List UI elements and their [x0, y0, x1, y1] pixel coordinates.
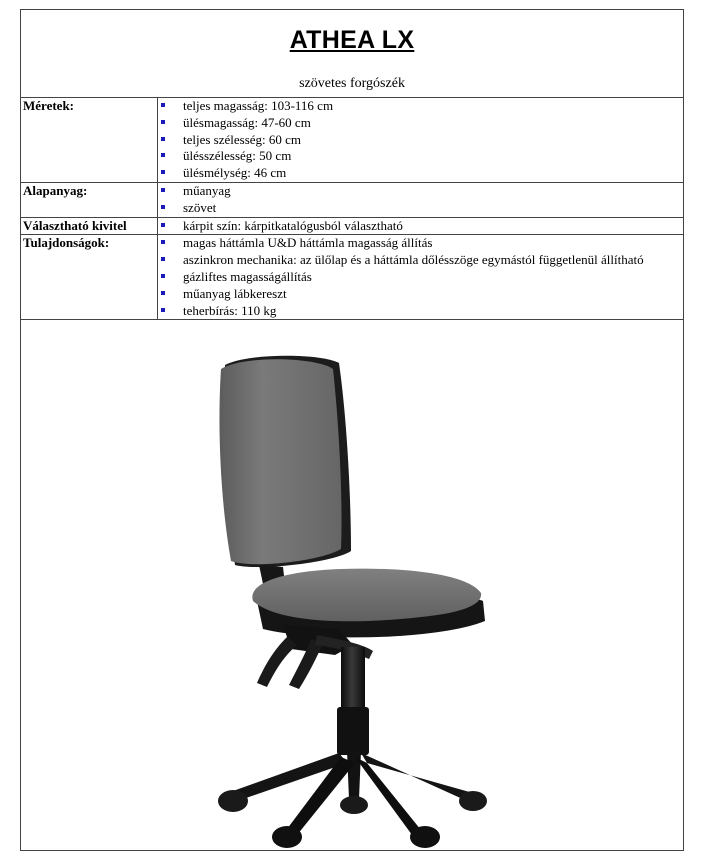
bullet-icon	[161, 274, 165, 278]
caster	[340, 796, 368, 814]
caster	[459, 791, 487, 811]
bullet-icon	[161, 257, 165, 261]
gas-lift-sleeve	[337, 707, 369, 755]
spec-row-features	[21, 235, 684, 320]
list-item	[161, 218, 683, 235]
list-item	[161, 235, 683, 252]
list-item	[161, 252, 683, 269]
list-item	[161, 303, 683, 320]
list-item	[161, 183, 683, 200]
bullet-icon	[161, 153, 165, 157]
spec-row-dimensions	[21, 98, 684, 183]
list-item-text: aszinkron mechanika: az ülőlap és a háttámla dőlésszöge egymástól függetlenül állítható	[183, 252, 644, 268]
product-subtitle: szövetes forgószék	[299, 76, 405, 91]
list-item	[161, 132, 683, 149]
list-item-text: műanyag lábkereszt	[183, 285, 287, 301]
spec-label: Méretek:	[21, 98, 158, 183]
lever-left	[257, 637, 297, 687]
base-leg-back	[347, 751, 361, 799]
list-item-text: gázliftes magasságállítás	[183, 268, 312, 284]
product-sheet	[20, 9, 684, 851]
spec-row-material	[21, 182, 684, 217]
bullet-icon	[161, 205, 165, 209]
list-item	[161, 115, 683, 132]
bullet-icon	[161, 240, 165, 244]
bullet-icon	[161, 170, 165, 174]
list-item-text: műanyag	[183, 182, 231, 198]
spec-values	[158, 182, 684, 217]
list-item	[161, 286, 683, 303]
gas-lift	[341, 647, 365, 709]
spec-row-options	[21, 217, 684, 235]
spec-label: Alapanyag:	[21, 182, 158, 217]
bullet-icon	[161, 103, 165, 107]
caster	[272, 826, 302, 848]
list-item-text: magas háttámla U&D háttámla magasság állítás	[183, 235, 433, 251]
list-item	[161, 98, 683, 115]
list-item-text: kárpit szín: kárpitkatalógusból választható	[183, 217, 403, 233]
bullet-icon	[161, 308, 165, 312]
bullet-icon	[161, 137, 165, 141]
list-item	[161, 148, 683, 165]
backrest-cushion	[219, 359, 341, 564]
list-item	[161, 165, 683, 182]
bullet-icon	[161, 188, 165, 192]
list-item	[161, 200, 683, 217]
list-item-text: ülésszélesség: 50 cm	[183, 148, 292, 164]
bullet-icon	[161, 120, 165, 124]
spec-label: Választható kivitel	[21, 217, 158, 235]
list-item-text: teljes szélesség: 60 cm	[183, 131, 302, 147]
list-item	[161, 269, 683, 286]
list-item-text: ülésmélység: 46 cm	[183, 165, 287, 181]
caster	[410, 826, 440, 848]
product-image-area	[21, 339, 683, 850]
product-title: ATHEA LX	[289, 26, 415, 54]
list-item-text: teherbírás: 110 kg	[183, 302, 277, 318]
title-block	[21, 10, 683, 98]
bullet-icon	[161, 223, 165, 227]
spec-table	[20, 97, 684, 320]
spec-label: Tulajdonságok:	[21, 235, 158, 320]
list-item-text: szövet	[183, 199, 217, 215]
list-item-text: teljes magasság: 103-116 cm	[183, 98, 334, 113]
spec-values	[158, 217, 684, 235]
spec-values	[158, 235, 684, 320]
bullet-icon	[161, 291, 165, 295]
office-chair-image	[21, 339, 683, 850]
caster	[218, 790, 248, 812]
list-item-text: ülésmagasság: 47-60 cm	[183, 114, 311, 130]
spec-values	[158, 98, 684, 183]
